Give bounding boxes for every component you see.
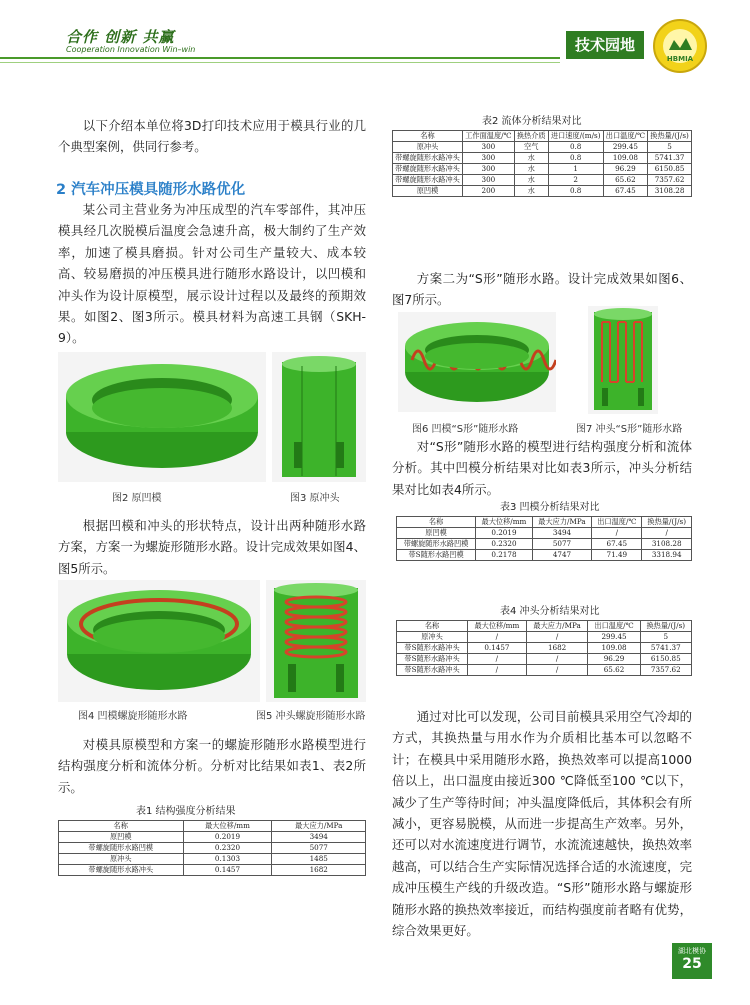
table-header-row [59,821,366,832]
cell: 3318.94 [642,550,692,561]
table-row [393,186,692,197]
figure-2-caption: 图2 原凹模 [112,493,162,504]
cell: 带螺旋随形水路凹模 [59,843,184,854]
cell: 带螺旋随形水路冲头 [393,175,463,186]
table-row [59,843,366,854]
cell: 0.2320 [183,843,272,854]
cell: 带螺旋随形水路冲头 [393,164,463,175]
figure-7-caption: 图7 冲头“S形”随形水路 [576,424,683,435]
cell: 带螺旋随形水路冲头 [59,865,184,876]
cell: 0.1457 [468,643,527,654]
cell: 带S随形水路凹模 [397,550,476,561]
paragraph-6: 通过对比可以发现，公司目前模具采用空气冷却的方式，其换热量与用水作为介质相比基本可以忽略不计；在模具中采用随形水路，换热效率可以提高1000倍以上，出口温度由接近300 ℃降低至100 ℃以下，减少了生产等待时间；冲头温度降低后，其体积会有所减小，更容易脱模，从而进一步提高生产效率。另外，还可以对水流速度进行调节，水流流速越快，换热效率越高，可以结合生产实际情况选择合适的水流速度，完成冲压模生产线的升级改造。“S形”随形水路与螺旋形随形水路的换热效率接近，而结构强度前者略有优势，综合效果更好。 [392,709,692,939]
table-header-row [397,517,692,528]
cell: 原冲头 [393,142,463,153]
cell: / [468,665,527,676]
page-header [0,0,750,78]
header-rule [0,57,560,59]
cell: 71.49 [592,550,642,561]
cell: 7357.62 [640,665,691,676]
cell: 65.62 [588,665,640,676]
cell: 带S随形水路冲头 [397,654,468,665]
cell: / [526,632,588,643]
cell: 6150.85 [640,654,691,665]
cell: 300 [463,153,515,164]
section-heading: 2 汽车冲压模具随形水路优化 [56,182,246,198]
cell: 7357.62 [648,175,692,186]
cell: / [642,528,692,539]
cell: 0.2178 [476,550,533,561]
table-header-row [393,131,692,142]
col-header: 名称 [397,517,476,528]
col-header: 换热量/(J/s) [648,131,692,142]
col-header: 换热量/(J/s) [640,621,691,632]
col-header: 最大应力/MPa [526,621,588,632]
cell: 水 [514,164,548,175]
cell: 2 [548,175,603,186]
figure-7-punch-s-channel-image [588,306,658,414]
cell: 原凹模 [59,832,184,843]
brand-slogan: 合作 创新 共赢 [66,28,175,46]
cell: 200 [463,186,515,197]
cell: 5077 [272,843,366,854]
cell: 原凹模 [397,528,476,539]
table-header-row [397,621,692,632]
cell: / [468,632,527,643]
col-header: 出口温度/℃ [588,621,640,632]
brand-slogan-en: Cooperation Innovation Win–win [66,45,196,54]
table-row [397,632,692,643]
cell: 0.8 [548,142,603,153]
cell: 0.2019 [476,528,533,539]
cell: 6150.85 [648,164,692,175]
page-number: 25 [682,956,702,972]
table-4-punch-comparison [396,620,692,676]
table-row [59,865,366,876]
col-header: 最大位移/mm [183,821,272,832]
cell: 水 [514,175,548,186]
figure-5-caption: 图5 冲头螺旋形随形水路 [256,711,366,722]
cell: 300 [463,142,515,153]
table-row [397,643,692,654]
page-label: 湖北模协 [678,947,706,955]
figure-3-caption: 图3 原冲头 [290,493,340,504]
cell: 1682 [526,643,588,654]
figure-4-die-spiral-image [58,580,260,702]
cell: 96.29 [588,654,640,665]
figure-3-punch-image [272,352,366,482]
cell: 带螺旋随形水路冲头 [393,153,463,164]
cell: 带S随形水路冲头 [397,643,468,654]
col-header: 换热量/(J/s) [642,517,692,528]
table-2-flow-analysis [392,130,692,197]
cell: 0.8 [548,186,603,197]
cell: 300 [463,164,515,175]
figure-5-punch-spiral-image [266,580,366,702]
cell: 300 [463,175,515,186]
cell: 1682 [272,865,366,876]
association-logo-icon [652,18,708,74]
col-header: 最大应力/MPa [272,821,366,832]
cell: 5741.37 [640,643,691,654]
cell: 0.8 [548,153,603,164]
table-row [393,164,692,175]
cell: 水 [514,186,548,197]
cell: / [526,654,588,665]
cell: 5 [648,142,692,153]
col-header: 进口速度/(m/s) [548,131,603,142]
table-row [59,832,366,843]
table-1-caption: 表1 结构强度分析结果 [136,806,236,817]
col-header: 出口温度/℃ [592,517,642,528]
cell: 5 [640,632,691,643]
table-1-structure-strength [58,820,366,876]
paragraph-5: 对“S形”随形水路的模型进行结构强度分析和流体分析。其中凹模分析结果对比如表3所示，冲头分析结果对比如表4所示。 [392,439,692,497]
table-3-die-comparison [396,516,692,561]
cell: 带螺旋随形水路凹模 [397,539,476,550]
table-3-caption: 表3 凹模分析结果对比 [500,502,600,513]
cell: / [468,654,527,665]
cell: 3494 [272,832,366,843]
cell: 67.45 [603,186,647,197]
cell: 4747 [532,550,591,561]
cell: 5741.37 [648,153,692,164]
paragraph-1: 某公司主营业务为冲压成型的汽车零部件，其冲压模具经几次脱模后温度会急速升高，极大制约了生产效率，加速了模具磨损。针对公司生产量较大、成本较高、较易磨损的冲压模具进行随形水路设计，以凹模和冲头作为设计原模型，展示设计过程以及最终的预期效果。如图2、图3所示。模具材料为高速工具钢（SKH-9）。 [58,202,366,346]
cell: 96.29 [603,164,647,175]
table-row [397,539,692,550]
cell: 空气 [514,142,548,153]
column-tag: 技术园地 [566,31,644,59]
table-2-caption: 表2 流体分析结果对比 [482,116,582,127]
cell: 原冲头 [397,632,468,643]
col-header: 最大应力/MPa [532,517,591,528]
table-4-caption: 表4 冲头分析结果对比 [500,606,600,617]
cell: 原凹模 [393,186,463,197]
table-row [397,528,692,539]
cell: / [526,665,588,676]
figure-4-caption: 图4 凹模螺旋形随形水路 [78,711,188,722]
col-header: 工作面温度/℃ [463,131,515,142]
page-number-badge [672,943,712,979]
cell: 67.45 [592,539,642,550]
table-row [397,550,692,561]
cell: 109.08 [588,643,640,654]
cell: 299.45 [588,632,640,643]
col-header: 最大位移/mm [476,517,533,528]
cell: 65.62 [603,175,647,186]
cell: 3108.28 [648,186,692,197]
col-header: 换热介质 [514,131,548,142]
cell: 0.1303 [183,854,272,865]
cell: 5077 [532,539,591,550]
intro-paragraph: 以下介绍本单位将3D打印技术应用于模具行业的几个典型案例，供同行参考。 [58,118,366,155]
table-row [393,142,692,153]
svg-text:HBMIA: HBMIA [666,55,694,63]
cell: 带S随形水路冲头 [397,665,468,676]
header-rule-thin [0,62,560,63]
cell: 0.2019 [183,832,272,843]
cell: 299.45 [603,142,647,153]
paragraph-3: 对模具原模型和方案一的螺旋形随形水路模型进行结构强度分析和流体分析。分析对比结果如表1、表2所示。 [58,737,366,795]
cell: 109.08 [603,153,647,164]
cell: 3494 [532,528,591,539]
paragraph-4: 方案二为“S形”随形水路。设计完成效果如图6、图7所示。 [392,271,692,308]
table-row [59,854,366,865]
cell: 0.1457 [183,865,272,876]
table-row [397,665,692,676]
cell: 原冲头 [59,854,184,865]
figure-6-caption: 图6 凹模“S形”随形水路 [412,424,519,435]
cell: 3108.28 [642,539,692,550]
table-row [393,153,692,164]
col-header: 名称 [393,131,463,142]
cell: 0.2320 [476,539,533,550]
cell: 水 [514,153,548,164]
figure-2-die-image [58,352,266,482]
cell: 1485 [272,854,366,865]
col-header: 出口温度/℃ [603,131,647,142]
figure-6-die-s-channel-image [398,312,556,412]
col-header: 名称 [59,821,184,832]
col-header: 最大位移/mm [468,621,527,632]
cell: 1 [548,164,603,175]
table-row [393,175,692,186]
cell: / [592,528,642,539]
col-header: 名称 [397,621,468,632]
table-row [397,654,692,665]
paragraph-2: 根据凹模和冲头的形状特点，设计出两种随形水路方案，方案一为螺旋形随形水路。设计完成效果如图4、图5所示。 [58,518,366,576]
